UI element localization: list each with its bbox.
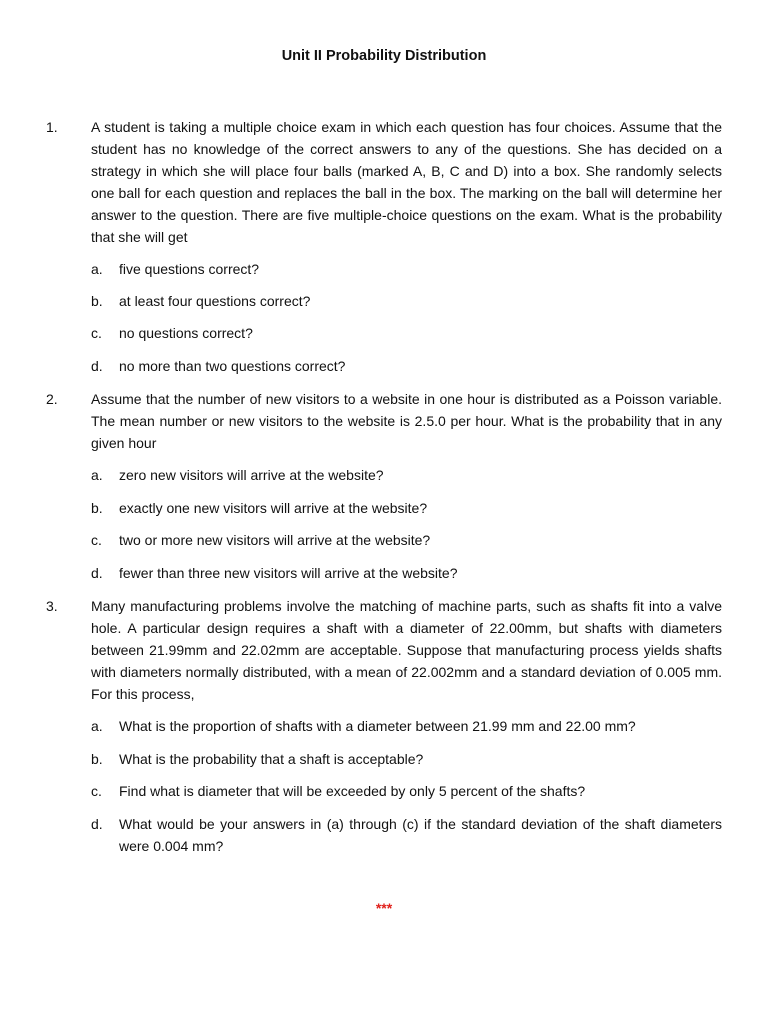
part-letter: d. (91, 565, 103, 581)
part-letter: b. (91, 293, 103, 309)
part-text: What would be your answers in (a) through (c) if the standard deviation of the shaft diameters were 0.004 mm? (119, 816, 722, 854)
part-letter: c. (91, 783, 102, 799)
part-text: no questions correct? (119, 325, 253, 341)
part-text: exactly one new visitors will arrive at the website? (119, 500, 428, 516)
question-text: Assume that the number of new visitors to a website in one hour is distributed as a Poisson variable. The mean number or new visitors to the website is 2.5.0 per hour. What is the probability that in any given hour (91, 391, 722, 451)
part-letter: c. (91, 532, 102, 548)
part-letter: c. (91, 325, 102, 341)
part-letter: a. (91, 261, 103, 277)
part-letter: a. (91, 467, 103, 483)
part-text: two or more new visitors will arrive at the website? (119, 532, 431, 548)
part-text: fewer than three new visitors will arrive at the website? (119, 565, 458, 581)
question-number: 1. (46, 119, 58, 135)
part-text: five questions correct? (119, 261, 260, 277)
question-number: 3. (46, 598, 58, 614)
part-text: What is the proportion of shafts with a diameter between 21.99 mm and 22.00 mm? (119, 718, 636, 734)
part-letter: b. (91, 751, 103, 767)
part-text: at least four questions correct? (119, 293, 311, 309)
part-text: zero new visitors will arrive at the website? (119, 467, 384, 483)
question-text: Many manufacturing problems involve the matching of machine parts, such as shafts fit into a valve hole. A particular design requires a shaft with a diameter of 22.00mm, but shafts with diameters between 21.99mm and 22.02mm are acceptable. Suppose that manufacturing process yields shafts with diameters normally distributed, with a mean of 22.002mm and a standard deviation of 0.005 mm. For this process, (91, 598, 722, 702)
part-text: no more than two questions correct? (119, 358, 346, 374)
part-letter: d. (91, 816, 103, 832)
part-letter: d. (91, 358, 103, 374)
part-letter: b. (91, 500, 103, 516)
part-letter: a. (91, 718, 103, 734)
end-mark: *** (375, 900, 393, 916)
part-text: Find what is diameter that will be exceeded by only 5 percent of the shafts? (119, 783, 586, 799)
question-text: A student is taking a multiple choice exam in which each question has four choices. Assume that the student has no knowledge of the correct answers to any of the questions. She has decided on a strategy in which she will place four balls (marked A, B, C and D) into a box. She randomly selects one ball for each question and replaces the ball in the box. The marking on the ball will determine her answer to the question. There are five multiple-choice questions on the exam. What is the probability that she will get (91, 119, 722, 245)
part-text: What is the probability that a shaft is acceptable? (119, 751, 424, 767)
page-title: Unit II Probability Distribution (281, 48, 487, 64)
question-number: 2. (46, 391, 58, 407)
